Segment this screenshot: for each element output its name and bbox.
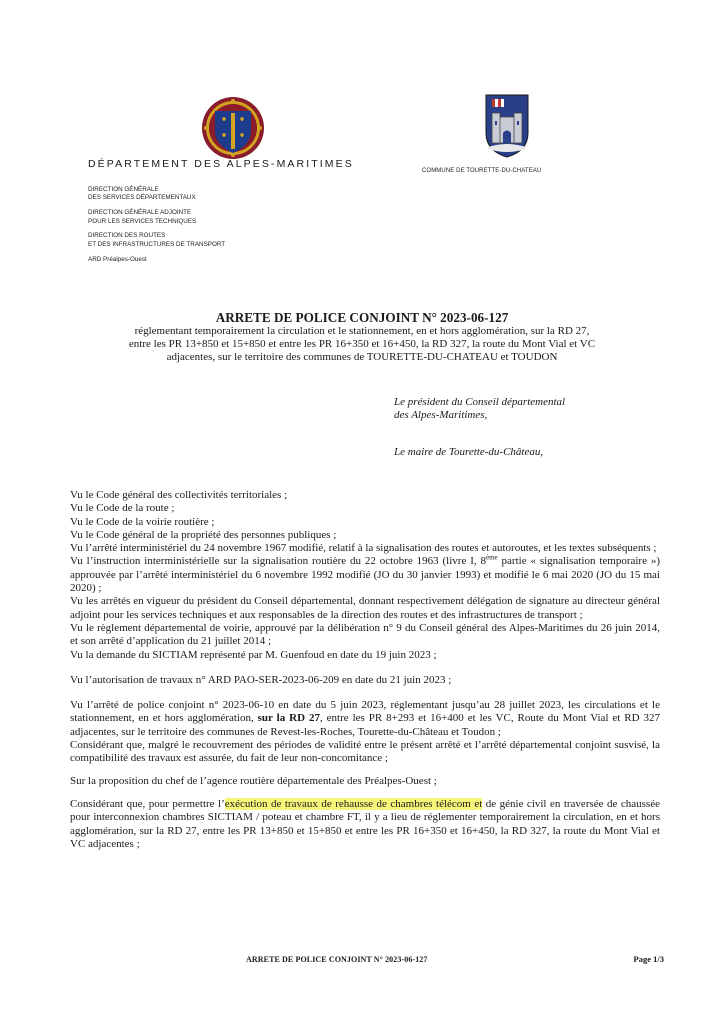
service-direction-generale: DIRECTION GÉNÉRALE DES SERVICES DÉPARTEMENTAUX — [88, 186, 196, 202]
vu-line: Vu le Code de la route ; — [70, 502, 175, 515]
page-number: Page 1/3 — [633, 954, 664, 964]
signatory-president: Le président du Conseil départemental des Alpes-Maritimes, — [394, 396, 566, 422]
commune-name: COMMUNE DE TOURETTE-DU-CHATEAU — [422, 168, 542, 174]
service-direction-adjointe: DIRECTION GÉNÉRALE ADJOINTE POUR LES SERVICES TECHNIQUES — [88, 209, 197, 225]
service-direction-routes: DIRECTION DES ROUTES ET DES INFRASTRUCTURES DE TRANSPORT — [88, 232, 226, 248]
vu-instruction: Vu l’instruction interministérielle sur la signalisation routière du 22 octobre 1963 (livre I, 8ème partie « signalisation temporaire ») approuvée par l’arrêté interministériel du 6 novembre 1992 modifié (JO du 30 janvier 1993) et modifié le 6 mai 2020 (JO du 15 mai 2020) ; — [70, 553, 661, 595]
highlighted-text: exécution de travaux de rehausse de chambres télécom et — [224, 797, 483, 810]
document-subtitle: réglementant temporairement la circulation et le stationnement, en et hors agglomération, sur la RD 27, entre les PR 13+850 et 15+850 et entre les PR 16+350 et 16+450, la RD 327, la route du Mont Vial et VC adjacentes, sur le territoire des communes de TOURETTE-DU-CHATEAU et TOUDON — [128, 325, 596, 364]
vu-autorisation: Vu l’autorisation de travaux n° ARD PAO-SER-2023-06-209 en date du 21 juin 2023 ; — [70, 673, 452, 686]
considerant-compatibility: Considérant que, malgré le recouvrement des périodes de validité entre le présent arrêté et l’arrêté départemental conjoint susvisé, la compatibilité des travaux est assurée, du fait de leur non-concomitance ; — [70, 739, 660, 765]
vu-line: Vu le Code général des collectivités territoriales ; — [70, 489, 288, 501]
document-title: ARRETE DE POLICE CONJOINT N° 2023-06-127 — [215, 310, 509, 325]
vu-line: Vu le Code général de la propriété des personnes publiques ; — [70, 528, 337, 541]
vu-prior-arrete: Vu l’arrêté de police conjoint n° 2023-06-10 en date du 5 juin 2023, réglementant jusqu’au 28 juillet 2023, les circulations et le stationnement, en et hors agglomération, sur la RD 27, entre les PR 8+293 et 16+400 et les VC, Route du Mont Vial et RD 327 adjacentes, sur le territoire des communes de Revest-les-Roches, Tourette-du-Château et Toudon ; — [70, 699, 661, 738]
vu-demande: Vu la demande du SICTIAM représenté par M. Guenfoud en date du 19 juin 2023 ; — [70, 648, 437, 661]
department-logo — [200, 95, 266, 161]
vu-delegation: Vu les arrêtés en vigueur du président du Conseil départemental, donnant respectivement délégation de signature au directeur général adjoint pour les services techniques et aux responsables de la direction des routes et des infrastructures de transport ; — [70, 595, 660, 621]
vu-arrete-1967: Vu l’arrêté interministériel du 24 novembre 1967 modifié, relatif à la signalisation des routes et autoroutes, et les textes subséquents ; — [70, 542, 657, 555]
commune-coat-of-arms — [484, 93, 530, 159]
vu-reglement: Vu le règlement départemental de voirie, approuvé par la délibération n° 9 du Conseil général des Alpes-Maritimes du 26 juin 2014, et son arrêté d’application du 21 juillet 2014 ; — [70, 621, 660, 648]
department-name: DÉPARTEMENT DES ALPES-MARITIMES — [88, 158, 354, 170]
document-body — [70, 489, 660, 851]
footer-reference: ARRETE DE POLICE CONJOINT N° 2023-06-127 — [246, 955, 428, 964]
proposition: Sur la proposition du chef de l’agence routière départementale des Préalpes-Ouest ; — [70, 774, 437, 787]
service-ard: ARD Préalpes-Ouest — [88, 255, 147, 263]
services-block — [88, 186, 328, 270]
considerant-works: Considérant que, pour permettre l’exécution de travaux de rehausse de chambres télécom et de génie civil en traversée de chaussée pour interconnexion chambres SICTIAM / poteau et chambre FT, il y a lieu de réglementer temporairement la circulation, en et hors agglomération, sur la RD 27, entre les PR 13+850 et 15+850 et entre les PR 16+350 et 16+450, la RD 327, la route du Mont Vial et VC adjacentes ; — [70, 797, 660, 850]
signatory-mayor: Le maire de Tourette-du-Château, — [394, 446, 544, 458]
vu-line: Vu le Code de la voirie routière ; — [70, 515, 215, 528]
